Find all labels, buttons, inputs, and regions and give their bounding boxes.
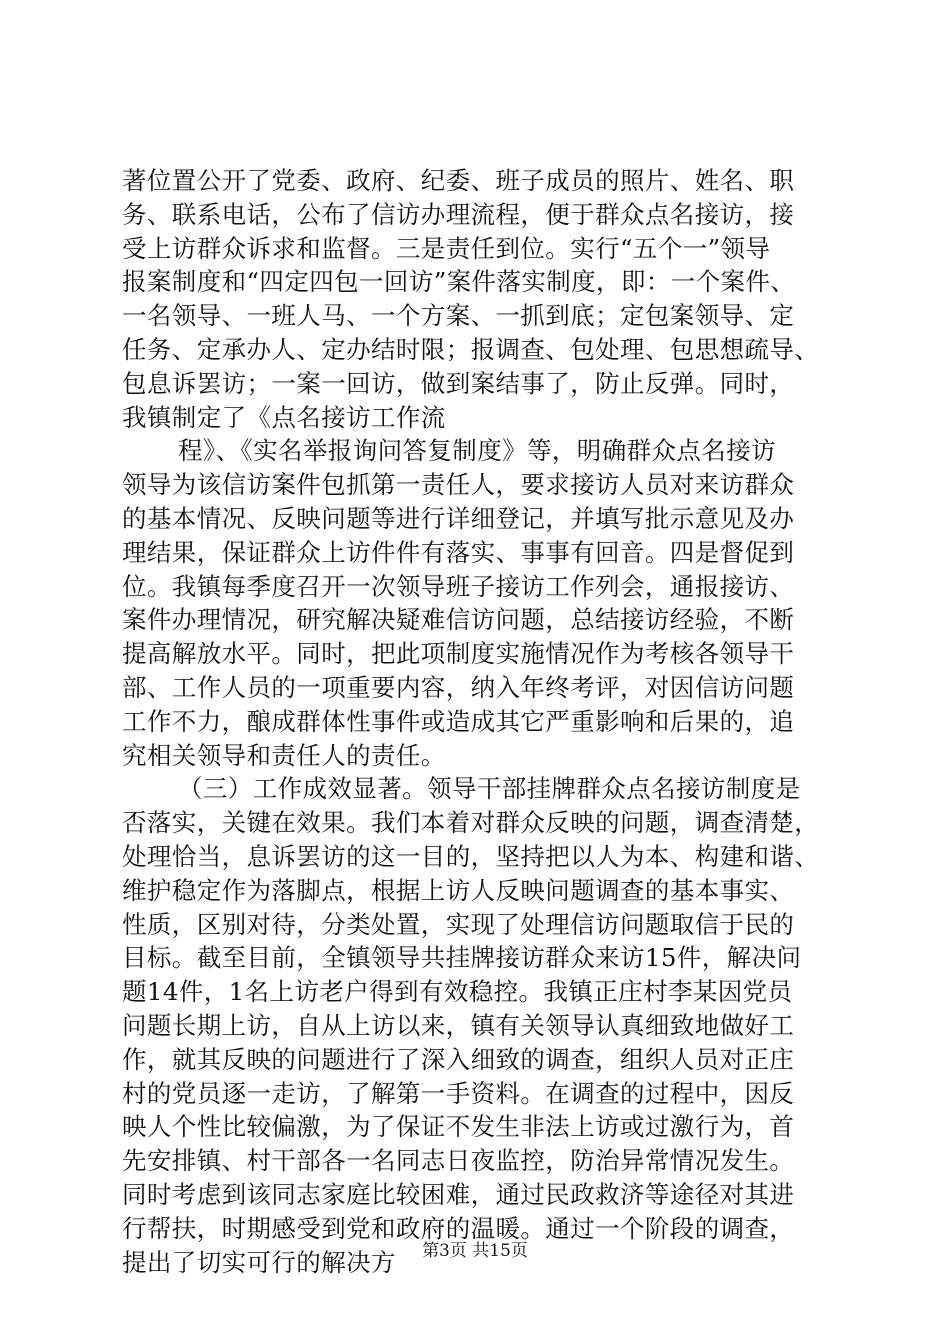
text-line: 作，就其反映的问题进行了深入细致的调查，组织人员对正庄 bbox=[122, 1044, 795, 1074]
text-line: 究相关领导和责任人的责任。 bbox=[122, 740, 446, 770]
text-line: 处理恰当，息诉罢访的这一目的，坚持把以人为本、构建和谐、 bbox=[122, 841, 820, 871]
text-line: 务、联系电话，公布了信访办理流程，便于群众点名接访，接 bbox=[122, 199, 795, 229]
text-line: 任务、定承办人、定办结时限；报调查、包处理、包思想疏导、 bbox=[122, 334, 820, 364]
text-line: 同时考虑到该同志家庭比较困难，通过民政救济等途径对其进 bbox=[122, 1179, 795, 1209]
text-line: 工作不力，酿成群体性事件或造成其它严重影响和后果的，追 bbox=[122, 706, 795, 736]
text-line: 位。我镇每季度召开一次领导班子接访工作列会，通报接访、 bbox=[122, 571, 795, 601]
text-line: 行帮扶，时期感受到党和政府的温暖。通过一个阶段的调查， bbox=[122, 1213, 795, 1243]
text-line: 题14件，1名上访老户得到有效稳控。我镇正庄村李某因党员 bbox=[122, 977, 793, 1007]
text-line: 一名领导、一班人马、一个方案、一抓到底；定包案领导、定 bbox=[122, 301, 795, 331]
text-line: 案件办理情况，研究解决疑难信访问题，总结接访经验，不断 bbox=[122, 605, 795, 635]
text-line: 我镇制定了《点名接访工作流 bbox=[122, 402, 446, 432]
text-line: 部、工作人员的一项重要内容，纳入年终考评，对因信访问题 bbox=[122, 672, 795, 702]
text-line: 受上访群众诉求和监督。三是责任到位。实行“五个一”领导 bbox=[122, 233, 771, 263]
document-body bbox=[122, 164, 834, 1279]
text-line: 村的党员逐一走访，了解第一手资料。在调查的过程中，因反 bbox=[122, 1078, 795, 1108]
text-line: 提出了切实可行的解决方 bbox=[122, 1247, 396, 1277]
text-line: （三）工作成效显著。领导干部挂牌群众点名接访制度是 bbox=[178, 774, 801, 804]
text-line: 目标。截至目前，全镇领导共挂牌接访群众来访15件，解决问 bbox=[122, 943, 802, 973]
text-line: 映人个性比较偏激，为了保证不发生非法上访或过激行为，首 bbox=[122, 1112, 795, 1142]
text-line: 先安排镇、村干部各一名同志日夜监控，防治异常情况发生。 bbox=[122, 1146, 795, 1176]
text-line: 问题长期上访，自从上访以来，镇有关领导认真细致地做好工 bbox=[122, 1010, 795, 1040]
text-line: 程》、《实名举报询问答复制度》等，明确群众点名接访 bbox=[178, 436, 776, 466]
text-line: 理结果，保证群众上访件件有落实、事事有回音。四是督促到 bbox=[122, 537, 795, 567]
text-line: 提高解放水平。同时，把此项制度实施情况作为考核各领导干 bbox=[122, 639, 795, 669]
text-line: 维护稳定作为落脚点，根据上访人反映问题调查的基本事实、 bbox=[122, 875, 795, 905]
text-line: 领导为该信访案件包抓第一责任人，要求接访人员对来访群众 bbox=[122, 470, 795, 500]
text-line: 报案制度和“四定四包一回访”案件落实制度，即：一个案件、 bbox=[122, 267, 796, 297]
text-line: 否落实，关键在效果。我们本着对群众反映的问题，调查清楚， bbox=[122, 808, 820, 838]
text-line: 性质，区别对待，分类处置，实现了处理信访问题取信于民的 bbox=[122, 909, 795, 939]
text-line: 的基本情况、反映问题等进行详细登记，并填写批示意见及办 bbox=[122, 503, 795, 533]
page-footer: 第3页 共15页 bbox=[422, 1241, 528, 1261]
text-line: 包息诉罢访；一案一回访，做到案结事了，防止反弹。同时， bbox=[122, 368, 795, 398]
text-line: 著位置公开了党委、政府、纪委、班子成员的照片、姓名、职 bbox=[122, 166, 795, 195]
